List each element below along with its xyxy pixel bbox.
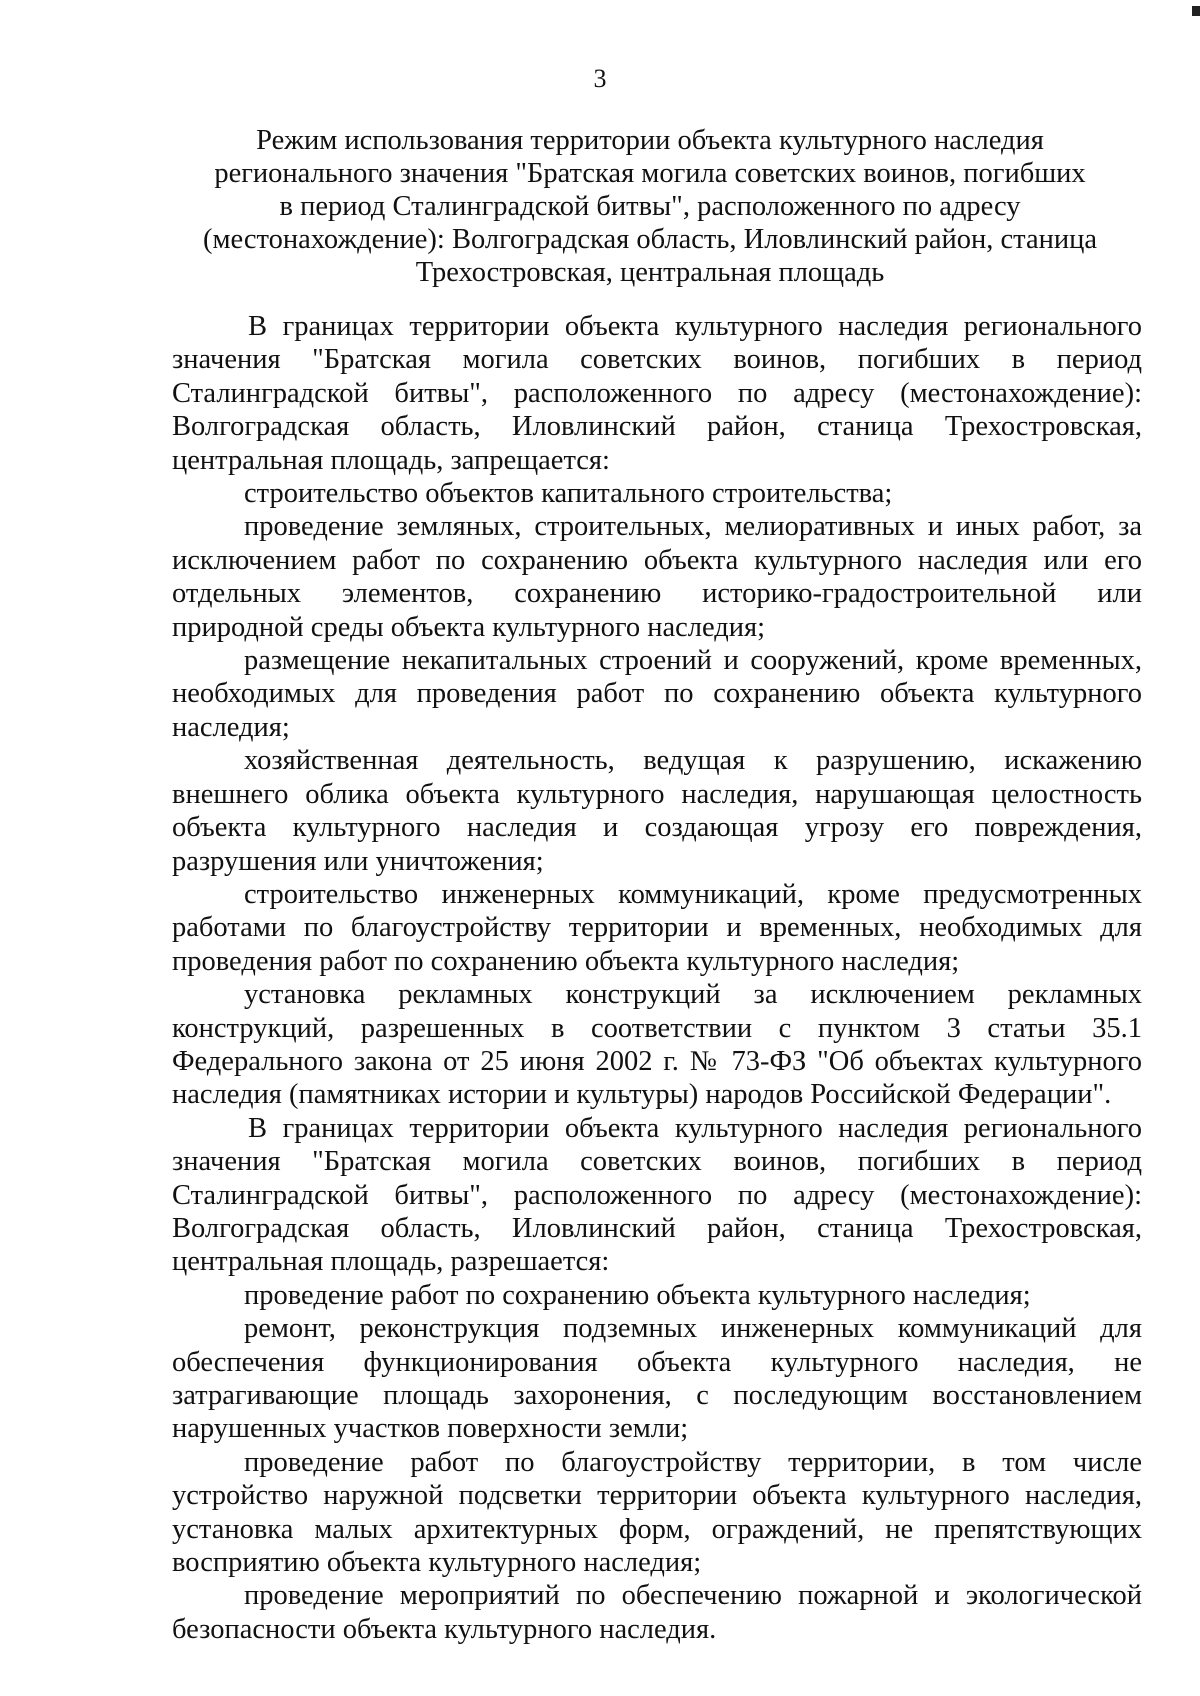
document-body [172, 310, 1142, 1646]
title-line: Трехостровская, центральная площадь [415, 257, 885, 288]
paragraph-permitted-intro: В границах территории объекта культурного наследия регионального значения "Братская могила советских воинов, погибших в период Сталинградской битвы", расположенного по адресу (местонахождение): Волгоградская область, Иловлинский район, станица Трехостровская, центральная площадь, разрешается: [172, 1112, 1142, 1278]
title-line: (местонахождение): Волгоградская область, Иловлинский район, станица [202, 224, 1098, 255]
title-line: в период Сталинградской битвы", расположенного по адресу [279, 191, 1021, 222]
permitted-item: проведение работ по сохранению объекта культурного наследия; [244, 1279, 1031, 1311]
title-line: Режим использования территории объекта культурного наследия [256, 125, 1044, 156]
prohibited-item: строительство объектов капитального строительства; [244, 478, 893, 510]
prohibited-item: проведение земляных, строительных, мелиоративных и иных работ, за исключением работ по сохранению объекта культурного наследия или его отдельных элементов, сохранению историко-градостроительной или природной среды объекта культурного наследия; [172, 511, 1142, 643]
title-line: регионального значения "Братская могила советских воинов, погибших [214, 158, 1086, 189]
permitted-item: проведение работ по благоустройству территории, в том числе устройство наружной подсветки территории объекта культурного наследия, установка малых архитектурных форм, ограждений, не препятствующих восприятию объекта культурного наследия; [172, 1446, 1142, 1579]
prohibited-item: установка рекламных конструкций за исключением рекламных конструкций, разрешенных в соответствии с пунктом 3 статьи 35.1 Федерального закона от 25 июня 2002 г. № 73-ФЗ "Об объектах культурного наследия (памятниках истории и культуры) народов Российской Федерации". [172, 979, 1142, 1111]
prohibited-item: хозяйственная деятельность, ведущая к разрушению, искажению внешнего облика объекта культурного наследия, нарушающая целостность объекта культурного наследия и создающая угрозу его повреждения, разрушения или уничтожения; [172, 745, 1142, 877]
document-title [160, 124, 1140, 289]
page-number: 3 [593, 64, 607, 93]
scan-edge-mark [1192, 6, 1200, 16]
permitted-item: проведение мероприятий по обеспечению пожарной и экологической безопасности объекта культурного наследия. [172, 1580, 1142, 1645]
permitted-item: ремонт, реконструкция подземных инженерных коммуникаций для обеспечения функционирования объекта культурного наследия, не затрагивающие площадь захоронения, с последующим восстановлением нарушенных участков поверхности земли; [172, 1313, 1142, 1445]
prohibited-item: строительство инженерных коммуникаций, кроме предусмотренных работами по благоустройству территории и временных, необходимых для проведения работ по сохранению объекта культурного наследия; [172, 878, 1142, 977]
prohibited-item: размещение некапитальных строений и сооружений, кроме временных, необходимых для проведения работ по сохранению объекта культурного наследия; [172, 645, 1142, 743]
paragraph-prohibited-intro: В границах территории объекта культурного наследия регионального значения "Братская могила советских воинов, погибших в период Сталинградской битвы", расположенного по адресу (местонахождение): Волгоградская область, Иловлинский район, станица Трехостровская, центральная площадь, запрещается: [172, 311, 1142, 476]
